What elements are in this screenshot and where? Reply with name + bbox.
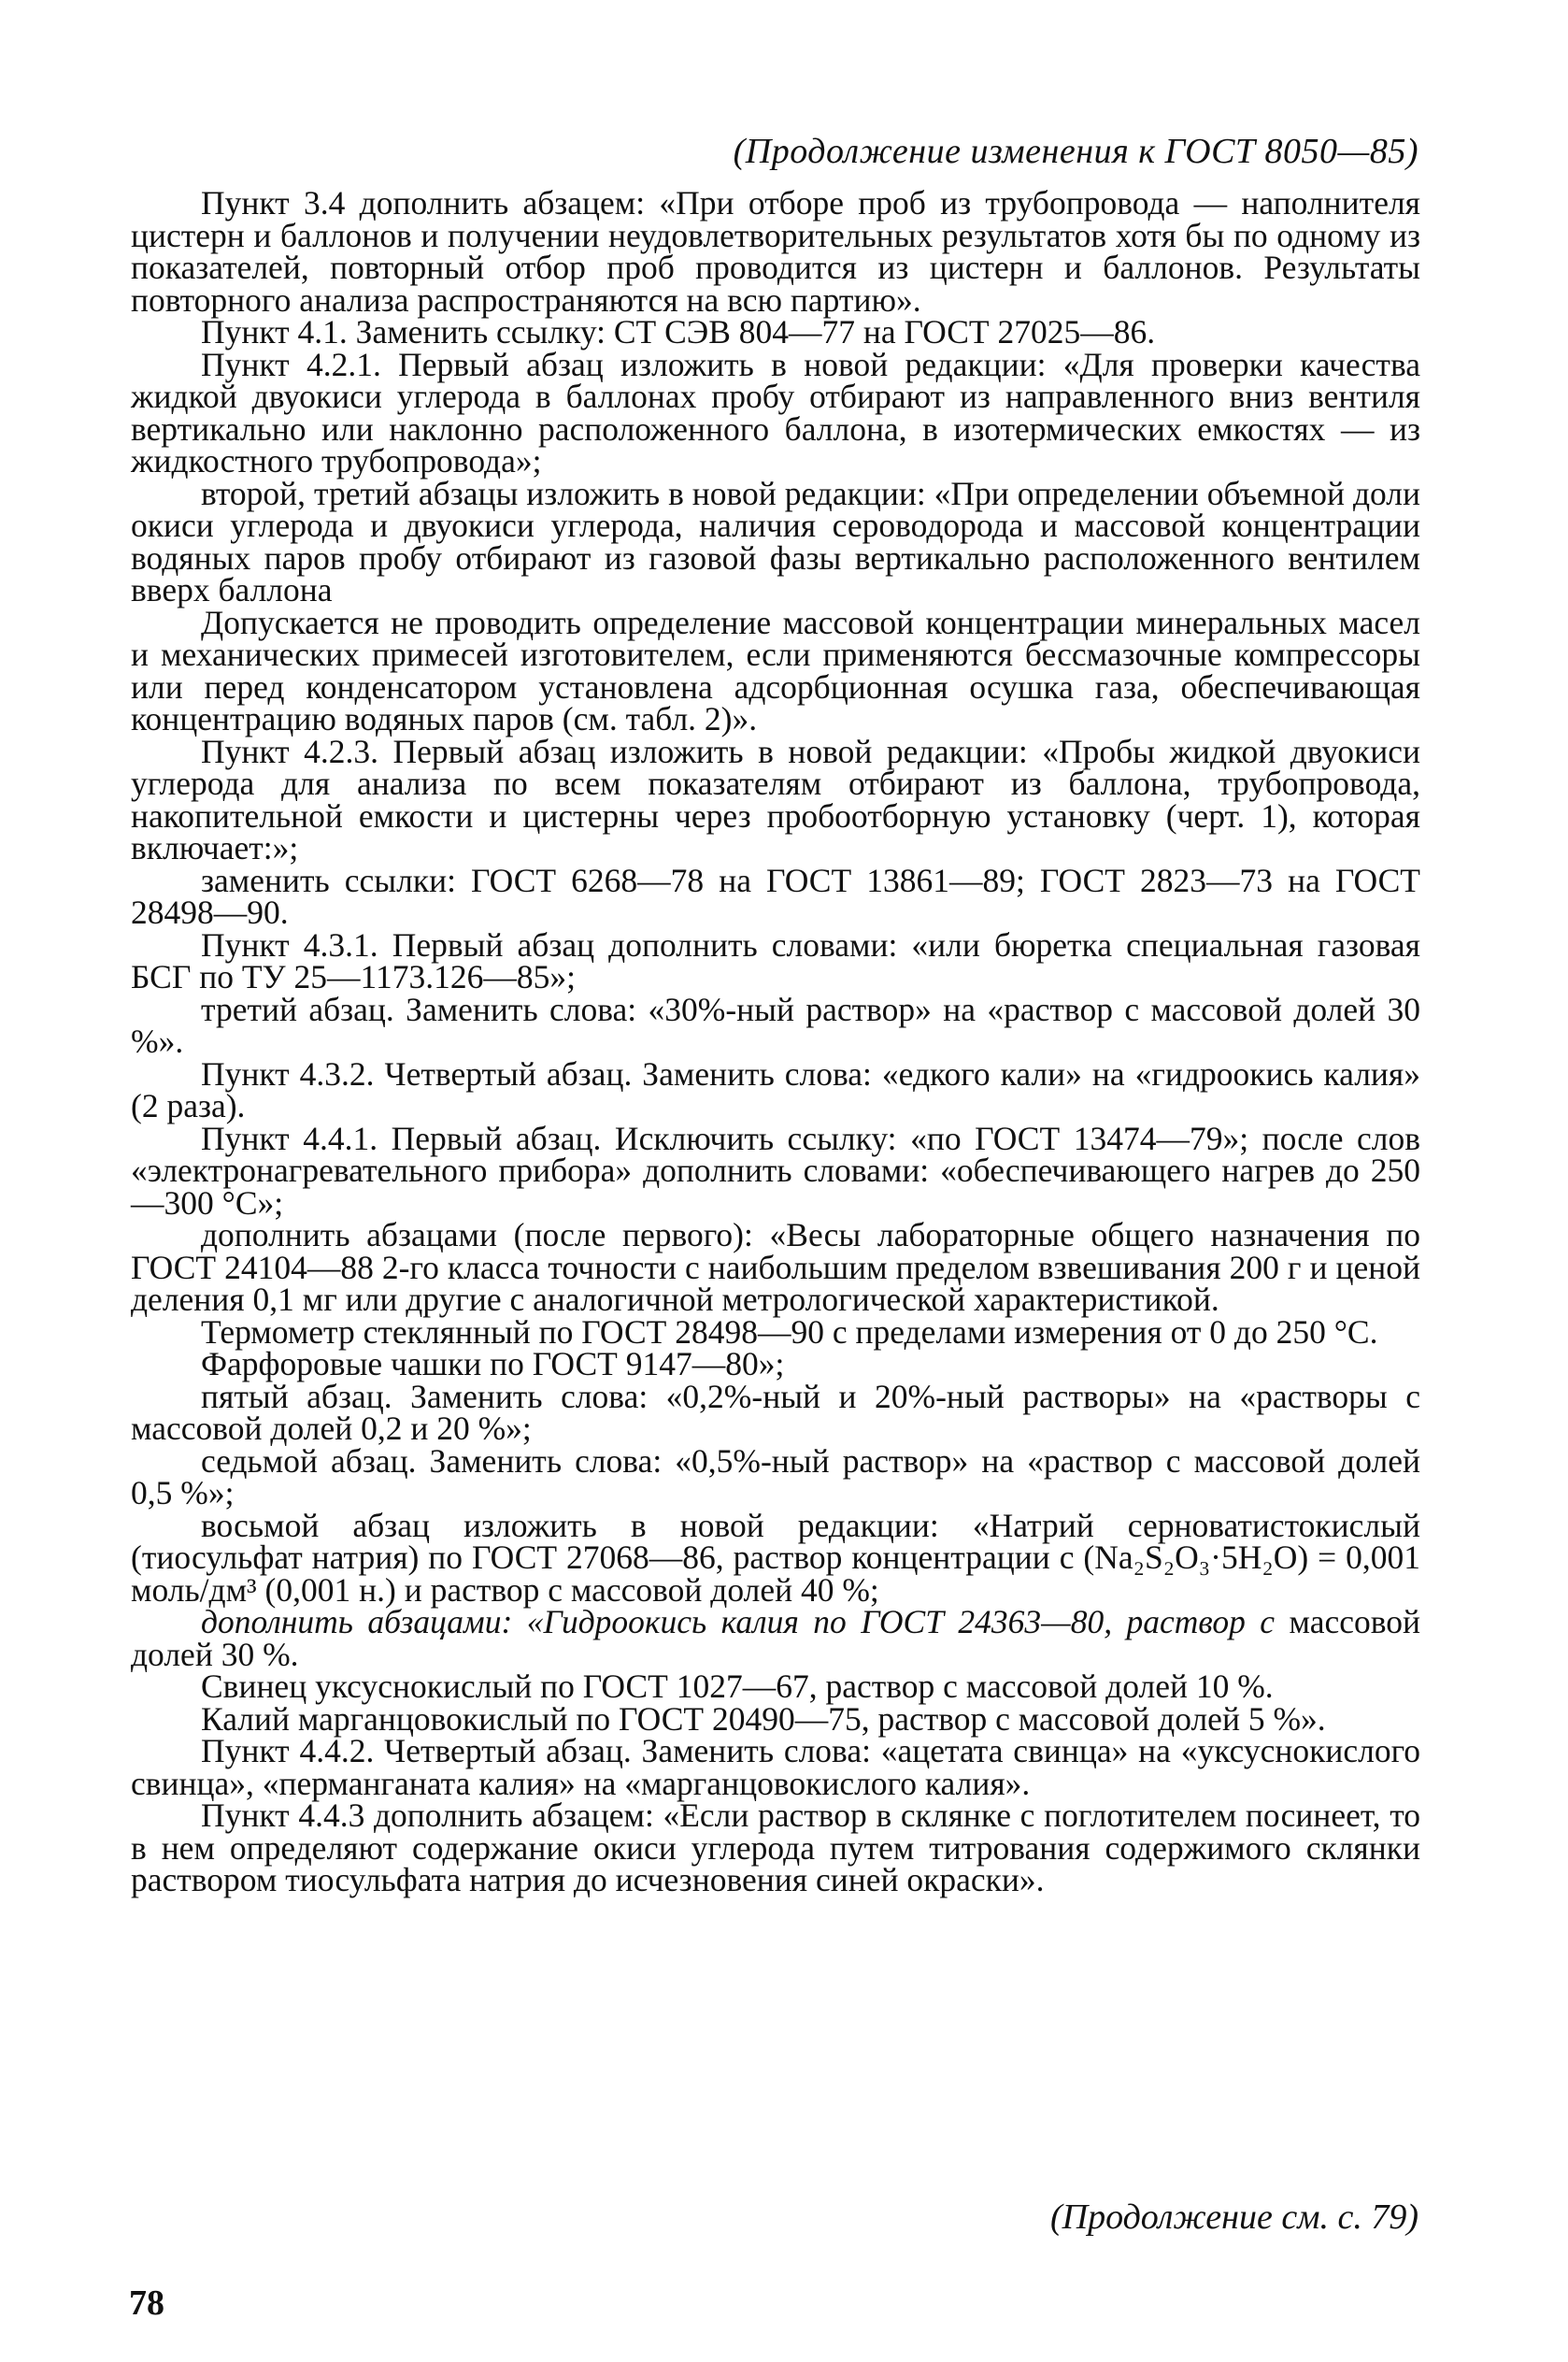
page-number: 78 <box>129 2283 164 2323</box>
document-body <box>131 184 1421 1898</box>
paragraph: седьмой абзац. Заменить слова: «0,5%-ный раствор» на «раствор с массовой долей 0,5 %»; <box>131 1441 1420 1511</box>
paragraph: восьмой абзац изложить в новой редакции: «Натрий серноватистокислый (тиосульфат натрия) по ГОСТ 27068—86, раствор концентрации с (Na₂S₂O₃·5H₂O) = 0,001 моль/дм³ (0,001 н.) и раствор с массовой долей 40 %; <box>131 1506 1420 1609</box>
italic-lead-tail: массовой долей 30 %. <box>131 1603 1421 1673</box>
paragraph: дополнить абзацами (после первого): «Весы лабораторные общего назначения по ГОСТ 24104—88 2-го класса точности с наибольшим пределом взвешивания 200 г и ценой деления 0,1 мг или другие с аналогичной метрологической характеристикой. <box>131 1216 1420 1318</box>
paragraph: заменить ссылки: ГОСТ 6268—78 на ГОСТ 13861—89; ГОСТ 2823—73 на ГОСТ 28498—90. <box>131 861 1420 931</box>
paragraph: третий абзац. Заменить слова: «30%-ный раствор» на «раствор с массовой долей 30 %». <box>131 990 1420 1060</box>
continuation-footer: (Продолжение см. с. 79) <box>1049 2197 1418 2237</box>
paragraph: Фарфоровые чашки по ГОСТ 9147—80»; <box>201 1345 785 1382</box>
paragraph: Пункт 3.4 дополнить абзацем: «При отборе проб из трубопровода — наполнителя цистерн и баллонов и получении неудовлетворительных результатов хотя бы по одному из показателей, повторный отбор проб проводится из цистерн и баллонов. Результаты повторного анализа распространяются на всю партию». <box>131 184 1420 319</box>
paragraph: Пункт 4.4.1. Первый абзац. Исключить ссылку: «по ГОСТ 13474—79»; после слов «электронагревательного прибора» дополнить словами: «обеспечивающего нагрев до 250—300 °С»; <box>131 1119 1420 1222</box>
paragraph-italic-lead <box>131 1603 1421 1673</box>
italic-lead-text: дополнить абзацами: «Гидроокись калия по ГОСТ 24363—80, раствор с <box>201 1603 1276 1640</box>
continuation-header: (Продолжение изменения к ГОСТ 8050—85) <box>733 132 1418 171</box>
paragraph: Пункт 4.3.2. Четвертый абзац. Заменить слова: «едкого кали» на «гидроокись калия» (2 раза). <box>131 1054 1420 1124</box>
paragraph: Пункт 4.2.1. Первый абзац изложить в новой редакции: «Для проверки качества жидкой двуокиси углерода в баллонах пробу отбирают из направленного вниз вентиля вертикально или наклонно расположенного баллона, в изотермических емкостях — из жидкостного трубопровода»; <box>131 345 1420 480</box>
paragraph: пятый абзац. Заменить слова: «0,2%-ный и 20%-ный растворы» на «растворы с массовой долей 0,2 и 20 %»; <box>131 1377 1420 1447</box>
paragraph: Пункт 4.2.3. Первый абзац изложить в новой редакции: «Пробы жидкой двуокиси углерода для анализа по всем показателям отбирают из баллона, трубопровода, накопительной емкости и цистерны через пробоотборную установку (черт. 1), которая включает:»; <box>131 732 1420 866</box>
paragraph: Пункт 4.4.2. Четвертый абзац. Заменить слова: «ацетата свинца» на «уксуснокислого свинца», «перманганата калия» на «марганцовокислого калия». <box>131 1732 1420 1802</box>
paragraph: Пункт 4.1. Заменить ссылку: СТ СЭВ 804—77 на ГОСТ 27025—86. <box>201 313 1156 351</box>
paragraph: Допускается не проводить определение массовой концентрации минеральных масел и механических примесей изготовителем, если применяются бессмазочные компрессоры или перед конденсатором установлена адсорбционная осушка газа, обеспечивающая концентрацию водяных паров (см. табл. 2)». <box>131 603 1420 737</box>
paragraph: Калий марганцовокислый по ГОСТ 20490—75, раствор с массовой долей 5 %». <box>201 1699 1326 1738</box>
paragraph: Термометр стеклянный по ГОСТ 28498—90 с пределами измерения от 0 до 250 °С. <box>201 1312 1378 1351</box>
paragraph: второй, третий абзацы изложить в новой редакции: «При определении объемной доли окиси углерода и двуокиси углерода, наличия сероводорода и массовой концентрации водяных паров пробу отбирают из газовой фазы вертикально расположенного вентилем вверх баллона <box>131 474 1420 608</box>
paragraph: Пункт 4.4.3 дополнить абзацем: «Если раствор в склянке с поглотителем посинеет, то в нем определяют содержание окиси углерода путем титрования содержимого склянки раствором тиосульфата натрия до исчезновения синей окраски». <box>131 1797 1420 1898</box>
paragraph: Пункт 4.3.1. Первый абзац дополнить словами: «или бюретка специальная газовая БСГ по ТУ 25—1173.126—85»; <box>131 925 1420 995</box>
paragraph: Свинец уксуснокислый по ГОСТ 1027—67, раствор с массовой долей 10 %. <box>201 1668 1274 1705</box>
